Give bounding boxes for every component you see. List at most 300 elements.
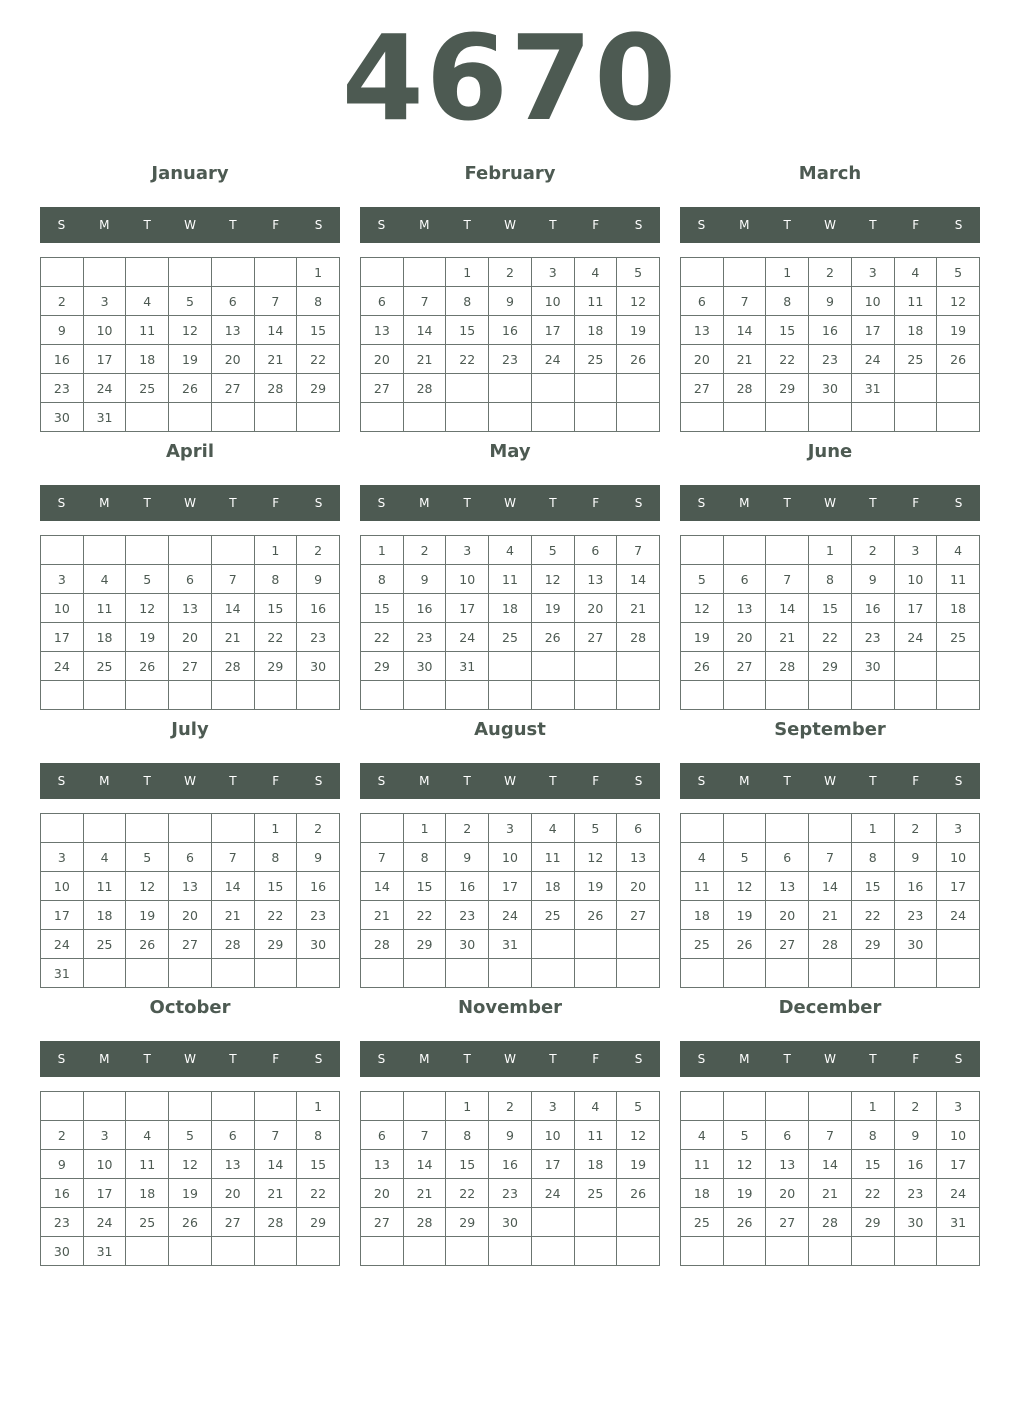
day-cell: 26 bbox=[617, 1179, 660, 1208]
day-cell: 12 bbox=[126, 872, 169, 901]
day-cell: 19 bbox=[723, 1179, 766, 1208]
empty-day-cell bbox=[574, 681, 617, 710]
week-row bbox=[681, 565, 980, 594]
day-cell: 3 bbox=[937, 1092, 980, 1121]
day-cell: 31 bbox=[41, 959, 84, 988]
weekday-label: M bbox=[99, 218, 110, 232]
empty-day-cell bbox=[126, 258, 169, 287]
week-row bbox=[681, 1121, 980, 1150]
day-cell: 1 bbox=[766, 258, 809, 287]
weekday-label: T bbox=[229, 218, 237, 232]
day-cell: 21 bbox=[403, 345, 446, 374]
empty-day-cell bbox=[361, 959, 404, 988]
day-cell: 18 bbox=[531, 872, 574, 901]
day-cell: 20 bbox=[766, 1179, 809, 1208]
day-cell: 18 bbox=[126, 345, 169, 374]
weekday-label: F bbox=[912, 218, 920, 232]
empty-day-cell bbox=[937, 374, 980, 403]
day-cell: 22 bbox=[403, 901, 446, 930]
day-cell: 9 bbox=[894, 843, 937, 872]
weekday-header bbox=[360, 1041, 660, 1077]
empty-day-cell bbox=[403, 258, 446, 287]
week-row bbox=[681, 1092, 980, 1121]
day-cell: 27 bbox=[361, 374, 404, 403]
day-cell: 6 bbox=[766, 1121, 809, 1150]
weekday-header bbox=[680, 207, 980, 243]
empty-day-cell bbox=[766, 1092, 809, 1121]
weekday-label: M bbox=[99, 496, 110, 510]
day-cell: 4 bbox=[681, 1121, 724, 1150]
empty-day-cell bbox=[937, 652, 980, 681]
day-cell: 6 bbox=[169, 843, 212, 872]
weekday-label: T bbox=[869, 774, 877, 788]
day-cell: 30 bbox=[297, 652, 340, 681]
day-cell: 21 bbox=[254, 345, 297, 374]
day-cell: 18 bbox=[681, 1179, 724, 1208]
week-row bbox=[361, 1121, 660, 1150]
day-cell: 17 bbox=[894, 594, 937, 623]
day-cell: 28 bbox=[211, 930, 254, 959]
empty-day-cell bbox=[446, 681, 489, 710]
empty-day-cell bbox=[617, 403, 660, 432]
day-cell: 5 bbox=[681, 565, 724, 594]
week-row bbox=[361, 536, 660, 565]
day-cell: 13 bbox=[211, 316, 254, 345]
empty-day-cell bbox=[254, 681, 297, 710]
day-cell: 17 bbox=[83, 345, 126, 374]
weekday-label: T bbox=[229, 774, 237, 788]
week-row bbox=[681, 345, 980, 374]
weekday-label: S bbox=[377, 1052, 386, 1066]
day-cell: 13 bbox=[211, 1150, 254, 1179]
day-cell: 28 bbox=[361, 930, 404, 959]
day-cell: 12 bbox=[531, 565, 574, 594]
weekday-label: S bbox=[634, 774, 643, 788]
day-cell: 18 bbox=[574, 1150, 617, 1179]
day-cell: 13 bbox=[169, 594, 212, 623]
day-cell: 17 bbox=[489, 872, 532, 901]
week-row bbox=[41, 681, 340, 710]
day-cell: 11 bbox=[83, 594, 126, 623]
week-row bbox=[681, 1237, 980, 1266]
empty-day-cell bbox=[809, 959, 852, 988]
week-row bbox=[41, 565, 340, 594]
day-cell: 7 bbox=[211, 565, 254, 594]
day-cell: 30 bbox=[403, 652, 446, 681]
day-cell: 8 bbox=[809, 565, 852, 594]
week-row bbox=[361, 287, 660, 316]
day-cell: 11 bbox=[574, 1121, 617, 1150]
day-cell: 22 bbox=[254, 623, 297, 652]
empty-day-cell bbox=[211, 959, 254, 988]
day-cell: 2 bbox=[403, 536, 446, 565]
day-cell: 4 bbox=[83, 565, 126, 594]
day-cell: 3 bbox=[531, 1092, 574, 1121]
day-cell: 15 bbox=[809, 594, 852, 623]
day-cell: 13 bbox=[766, 872, 809, 901]
week-row bbox=[41, 814, 340, 843]
day-cell: 21 bbox=[211, 623, 254, 652]
day-cell: 26 bbox=[681, 652, 724, 681]
day-cell: 22 bbox=[361, 623, 404, 652]
day-cell: 16 bbox=[809, 316, 852, 345]
day-cell: 19 bbox=[617, 316, 660, 345]
day-cell: 17 bbox=[937, 872, 980, 901]
day-cell: 5 bbox=[169, 1121, 212, 1150]
day-cell: 5 bbox=[126, 565, 169, 594]
weekday-label: M bbox=[419, 218, 430, 232]
empty-day-cell bbox=[489, 1237, 532, 1266]
empty-day-cell bbox=[169, 258, 212, 287]
day-cell: 19 bbox=[126, 901, 169, 930]
empty-day-cell bbox=[766, 959, 809, 988]
day-cell: 26 bbox=[531, 623, 574, 652]
day-cell: 31 bbox=[83, 1237, 126, 1266]
empty-day-cell bbox=[254, 1237, 297, 1266]
empty-day-cell bbox=[894, 652, 937, 681]
day-cell: 20 bbox=[169, 901, 212, 930]
day-cell: 26 bbox=[169, 374, 212, 403]
weekday-label: W bbox=[184, 774, 196, 788]
day-cell: 28 bbox=[403, 374, 446, 403]
empty-day-cell bbox=[361, 1092, 404, 1121]
week-row bbox=[41, 594, 340, 623]
day-cell: 17 bbox=[531, 1150, 574, 1179]
day-cell: 4 bbox=[574, 1092, 617, 1121]
day-cell: 6 bbox=[574, 536, 617, 565]
day-cell: 30 bbox=[894, 1208, 937, 1237]
day-cell: 14 bbox=[211, 594, 254, 623]
weekday-label: W bbox=[184, 218, 196, 232]
day-cell: 15 bbox=[254, 872, 297, 901]
empty-day-cell bbox=[83, 681, 126, 710]
day-cell: 9 bbox=[297, 843, 340, 872]
day-cell: 30 bbox=[851, 652, 894, 681]
weekday-label: W bbox=[824, 774, 836, 788]
day-cell: 8 bbox=[446, 287, 489, 316]
empty-day-cell bbox=[766, 403, 809, 432]
day-cell: 9 bbox=[446, 843, 489, 872]
day-cell: 13 bbox=[766, 1150, 809, 1179]
days-grid bbox=[680, 535, 980, 710]
day-cell: 24 bbox=[41, 652, 84, 681]
empty-day-cell bbox=[937, 1237, 980, 1266]
day-cell: 14 bbox=[403, 1150, 446, 1179]
day-cell: 14 bbox=[809, 872, 852, 901]
day-cell: 1 bbox=[809, 536, 852, 565]
day-cell: 10 bbox=[446, 565, 489, 594]
day-cell: 16 bbox=[297, 594, 340, 623]
week-row bbox=[681, 901, 980, 930]
empty-day-cell bbox=[574, 1237, 617, 1266]
empty-day-cell bbox=[169, 681, 212, 710]
day-cell: 15 bbox=[297, 1150, 340, 1179]
day-cell: 29 bbox=[809, 652, 852, 681]
day-cell: 16 bbox=[894, 872, 937, 901]
day-cell: 20 bbox=[617, 872, 660, 901]
weekday-label: T bbox=[143, 496, 151, 510]
empty-day-cell bbox=[211, 258, 254, 287]
empty-day-cell bbox=[681, 1237, 724, 1266]
weekday-label: F bbox=[592, 218, 600, 232]
day-cell: 9 bbox=[403, 565, 446, 594]
empty-day-cell bbox=[41, 258, 84, 287]
empty-day-cell bbox=[83, 258, 126, 287]
day-cell: 26 bbox=[126, 930, 169, 959]
day-cell: 4 bbox=[894, 258, 937, 287]
day-cell: 28 bbox=[254, 374, 297, 403]
day-cell: 1 bbox=[297, 258, 340, 287]
weekday-label: S bbox=[634, 496, 643, 510]
empty-day-cell bbox=[617, 1208, 660, 1237]
week-row bbox=[681, 681, 980, 710]
weekday-label: S bbox=[57, 774, 66, 788]
day-cell: 10 bbox=[41, 594, 84, 623]
empty-day-cell bbox=[809, 814, 852, 843]
weekday-header bbox=[360, 763, 660, 799]
day-cell: 24 bbox=[446, 623, 489, 652]
empty-day-cell bbox=[617, 374, 660, 403]
day-cell: 25 bbox=[126, 1208, 169, 1237]
weekday-label: S bbox=[697, 218, 706, 232]
weekday-label: S bbox=[697, 774, 706, 788]
empty-day-cell bbox=[297, 681, 340, 710]
day-cell: 8 bbox=[446, 1121, 489, 1150]
weekday-label: M bbox=[739, 218, 750, 232]
empty-day-cell bbox=[403, 1092, 446, 1121]
weekday-label: S bbox=[314, 1052, 323, 1066]
day-cell: 1 bbox=[851, 1092, 894, 1121]
empty-day-cell bbox=[254, 258, 297, 287]
day-cell: 9 bbox=[41, 1150, 84, 1179]
day-cell: 29 bbox=[254, 930, 297, 959]
day-cell: 24 bbox=[489, 901, 532, 930]
empty-day-cell bbox=[169, 959, 212, 988]
day-cell: 5 bbox=[937, 258, 980, 287]
week-row bbox=[361, 1150, 660, 1179]
day-cell: 19 bbox=[681, 623, 724, 652]
day-cell: 14 bbox=[211, 872, 254, 901]
day-cell: 20 bbox=[574, 594, 617, 623]
empty-day-cell bbox=[937, 681, 980, 710]
weekday-label: W bbox=[504, 774, 516, 788]
week-row bbox=[681, 374, 980, 403]
day-cell: 15 bbox=[403, 872, 446, 901]
day-cell: 12 bbox=[169, 1150, 212, 1179]
weekday-label: M bbox=[739, 774, 750, 788]
day-cell: 17 bbox=[937, 1150, 980, 1179]
day-cell: 30 bbox=[41, 403, 84, 432]
day-cell: 20 bbox=[681, 345, 724, 374]
empty-day-cell bbox=[809, 1237, 852, 1266]
weekday-header bbox=[40, 485, 340, 521]
day-cell: 26 bbox=[126, 652, 169, 681]
day-cell: 16 bbox=[297, 872, 340, 901]
weekday-label: M bbox=[419, 774, 430, 788]
day-cell: 23 bbox=[446, 901, 489, 930]
weekday-header bbox=[40, 1041, 340, 1077]
day-cell: 12 bbox=[723, 1150, 766, 1179]
day-cell: 19 bbox=[169, 345, 212, 374]
day-cell: 22 bbox=[254, 901, 297, 930]
day-cell: 10 bbox=[894, 565, 937, 594]
day-cell: 7 bbox=[254, 1121, 297, 1150]
weekday-label: W bbox=[824, 218, 836, 232]
empty-day-cell bbox=[446, 374, 489, 403]
day-cell: 12 bbox=[681, 594, 724, 623]
day-cell: 8 bbox=[361, 565, 404, 594]
days-grid bbox=[40, 813, 340, 988]
day-cell: 23 bbox=[809, 345, 852, 374]
weekday-label: W bbox=[504, 218, 516, 232]
day-cell: 4 bbox=[126, 287, 169, 316]
day-cell: 13 bbox=[617, 843, 660, 872]
week-row bbox=[361, 316, 660, 345]
day-cell: 2 bbox=[297, 536, 340, 565]
day-cell: 5 bbox=[126, 843, 169, 872]
empty-day-cell bbox=[617, 930, 660, 959]
day-cell: 7 bbox=[254, 287, 297, 316]
empty-day-cell bbox=[723, 536, 766, 565]
day-cell: 21 bbox=[723, 345, 766, 374]
day-cell: 12 bbox=[574, 843, 617, 872]
empty-day-cell bbox=[723, 258, 766, 287]
weekday-header bbox=[360, 485, 660, 521]
day-cell: 31 bbox=[446, 652, 489, 681]
day-cell: 23 bbox=[297, 901, 340, 930]
week-row bbox=[361, 652, 660, 681]
week-row bbox=[681, 843, 980, 872]
week-row bbox=[41, 623, 340, 652]
day-cell: 1 bbox=[851, 814, 894, 843]
month-name: December bbox=[778, 997, 882, 1018]
day-cell: 25 bbox=[681, 930, 724, 959]
day-cell: 11 bbox=[126, 316, 169, 345]
day-cell: 9 bbox=[41, 316, 84, 345]
empty-day-cell bbox=[403, 403, 446, 432]
day-cell: 10 bbox=[83, 316, 126, 345]
day-cell: 25 bbox=[489, 623, 532, 652]
day-cell: 11 bbox=[681, 1150, 724, 1179]
weekday-label: T bbox=[783, 774, 791, 788]
day-cell: 10 bbox=[531, 1121, 574, 1150]
day-cell: 23 bbox=[403, 623, 446, 652]
empty-day-cell bbox=[574, 403, 617, 432]
empty-day-cell bbox=[41, 814, 84, 843]
day-cell: 25 bbox=[894, 345, 937, 374]
day-cell: 27 bbox=[169, 652, 212, 681]
week-row bbox=[361, 872, 660, 901]
day-cell: 13 bbox=[361, 1150, 404, 1179]
weekday-label: T bbox=[783, 218, 791, 232]
weekday-header bbox=[40, 207, 340, 243]
day-cell: 26 bbox=[574, 901, 617, 930]
day-cell: 9 bbox=[809, 287, 852, 316]
weekday-label: F bbox=[272, 1052, 280, 1066]
day-cell: 1 bbox=[297, 1092, 340, 1121]
day-cell: 25 bbox=[937, 623, 980, 652]
weekday-label: T bbox=[549, 774, 557, 788]
day-cell: 4 bbox=[681, 843, 724, 872]
week-row bbox=[681, 316, 980, 345]
day-cell: 3 bbox=[489, 814, 532, 843]
week-row bbox=[681, 872, 980, 901]
empty-day-cell bbox=[169, 1092, 212, 1121]
empty-day-cell bbox=[126, 1237, 169, 1266]
day-cell: 8 bbox=[851, 1121, 894, 1150]
week-row bbox=[681, 403, 980, 432]
day-cell: 14 bbox=[766, 594, 809, 623]
day-cell: 3 bbox=[894, 536, 937, 565]
day-cell: 19 bbox=[574, 872, 617, 901]
day-cell: 28 bbox=[809, 1208, 852, 1237]
day-cell: 1 bbox=[446, 1092, 489, 1121]
empty-day-cell bbox=[574, 652, 617, 681]
day-cell: 27 bbox=[211, 374, 254, 403]
week-row bbox=[361, 403, 660, 432]
day-cell: 21 bbox=[403, 1179, 446, 1208]
week-row bbox=[681, 959, 980, 988]
day-cell: 20 bbox=[361, 345, 404, 374]
day-cell: 24 bbox=[851, 345, 894, 374]
empty-day-cell bbox=[851, 681, 894, 710]
weekday-label: S bbox=[634, 1052, 643, 1066]
empty-day-cell bbox=[681, 681, 724, 710]
weekday-header bbox=[360, 207, 660, 243]
day-cell: 14 bbox=[361, 872, 404, 901]
weekday-label: T bbox=[549, 496, 557, 510]
day-cell: 2 bbox=[297, 814, 340, 843]
day-cell: 16 bbox=[41, 1179, 84, 1208]
day-cell: 2 bbox=[41, 287, 84, 316]
empty-day-cell bbox=[489, 681, 532, 710]
days-grid bbox=[360, 535, 660, 710]
week-row bbox=[41, 374, 340, 403]
day-cell: 30 bbox=[446, 930, 489, 959]
day-cell: 16 bbox=[403, 594, 446, 623]
day-cell: 26 bbox=[617, 345, 660, 374]
empty-day-cell bbox=[211, 1237, 254, 1266]
day-cell: 2 bbox=[809, 258, 852, 287]
week-row bbox=[361, 1179, 660, 1208]
empty-day-cell bbox=[809, 681, 852, 710]
weekday-label: M bbox=[419, 1052, 430, 1066]
day-cell: 27 bbox=[361, 1208, 404, 1237]
days-grid bbox=[360, 257, 660, 432]
day-cell: 8 bbox=[403, 843, 446, 872]
empty-day-cell bbox=[937, 930, 980, 959]
day-cell: 7 bbox=[617, 536, 660, 565]
day-cell: 6 bbox=[681, 287, 724, 316]
day-cell: 10 bbox=[83, 1150, 126, 1179]
day-cell: 5 bbox=[574, 814, 617, 843]
day-cell: 13 bbox=[169, 872, 212, 901]
day-cell: 30 bbox=[489, 1208, 532, 1237]
day-cell: 2 bbox=[446, 814, 489, 843]
week-row bbox=[41, 287, 340, 316]
day-cell: 16 bbox=[446, 872, 489, 901]
empty-day-cell bbox=[126, 681, 169, 710]
day-cell: 18 bbox=[489, 594, 532, 623]
day-cell: 21 bbox=[617, 594, 660, 623]
empty-day-cell bbox=[83, 536, 126, 565]
day-cell: 24 bbox=[937, 901, 980, 930]
day-cell: 22 bbox=[766, 345, 809, 374]
empty-day-cell bbox=[489, 374, 532, 403]
week-row bbox=[41, 1150, 340, 1179]
day-cell: 28 bbox=[617, 623, 660, 652]
empty-day-cell bbox=[254, 959, 297, 988]
